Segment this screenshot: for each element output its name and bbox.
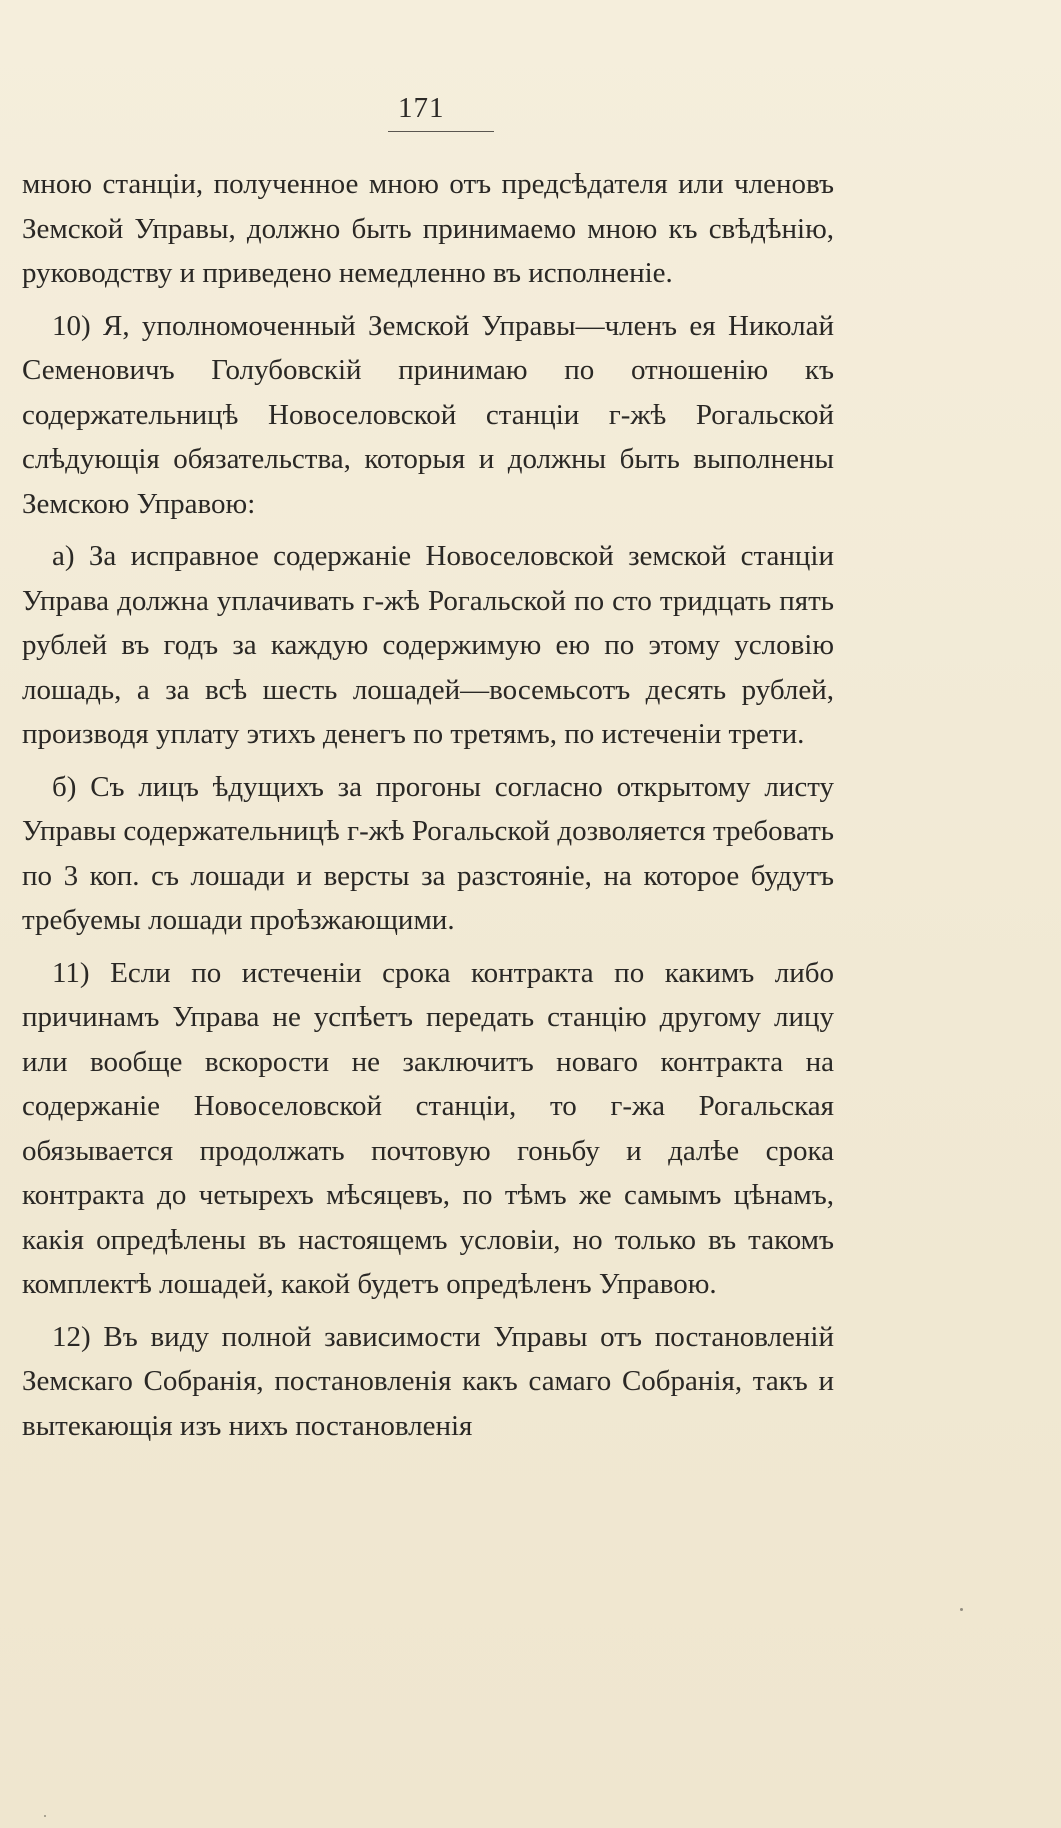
- paragraph-12: 12) Въ виду полной зависимости Управы отъ постановленій Земскаго Собранія, постановленія какъ самаго Собранія, такъ и вытекающія изъ нихъ постановленія: [22, 1320, 834, 1442]
- paragraph-10-b: б) Съ лицъ ѣдущихъ за прогоны согласно открытому листу Управы содержательницѣ г-жѣ Рогальской дозволяется требовать по 3 коп. съ лошади и версты за разстояніе, на которое будутъ требуемы лошади проѣзжающими.: [22, 770, 834, 936]
- page-number: 171: [398, 92, 445, 124]
- paragraph-10: 10) Я, уполномоченный Земской Управы—членъ ея Николай Семеновичъ Голубовскій принимаю по отношенію къ содержательницѣ Новоселовской станціи г-жѣ Рогальской слѣдующія обязательства, которыя и должны быть выполнены Земскою Управою:: [22, 309, 834, 520]
- paragraph-11: 11) Если по истеченіи срока контракта по какимъ либо причинамъ Управа не успѣетъ передать станцію другому лицу или вообще вскорости не заключитъ новаго контракта на содержаніе Новоселовской станціи, то г-жа Рогальская обязывается продолжать почтовую гоньбу и далѣе срока контракта до четырехъ мѣсяцевъ, по тѣмъ же самымъ цѣнамъ, какія опредѣлены въ настоящемъ условіи, но только въ такомъ комплектѣ лошадей, какой будетъ опредѣленъ Управою.: [22, 956, 834, 1300]
- paper-speck: [960, 1608, 963, 1611]
- page-body: [22, 162, 834, 1456]
- page-number-rule: [388, 131, 494, 132]
- paragraph-10-a: а) За исправное содержаніе Новоселовской земской станціи Управа должна уплачивать г-жѣ Рогальской по сто тридцать пять рублей въ годъ за каждую содержимую ею по этому условію лошадь, а за всѣ шесть лошадей—восемьсотъ десять рублей, производя уплату этихъ денегъ по третямъ, по истеченіи трети.: [22, 540, 834, 750]
- paper-speck: [44, 1815, 46, 1817]
- paragraph-continuation: мною станціи, полученное мною отъ предсѣдателя или членовъ Земской Управы, должно быть принимаемо мною къ свѣдѣнію, руководству и приведено немедленно въ исполненіе.: [22, 168, 834, 289]
